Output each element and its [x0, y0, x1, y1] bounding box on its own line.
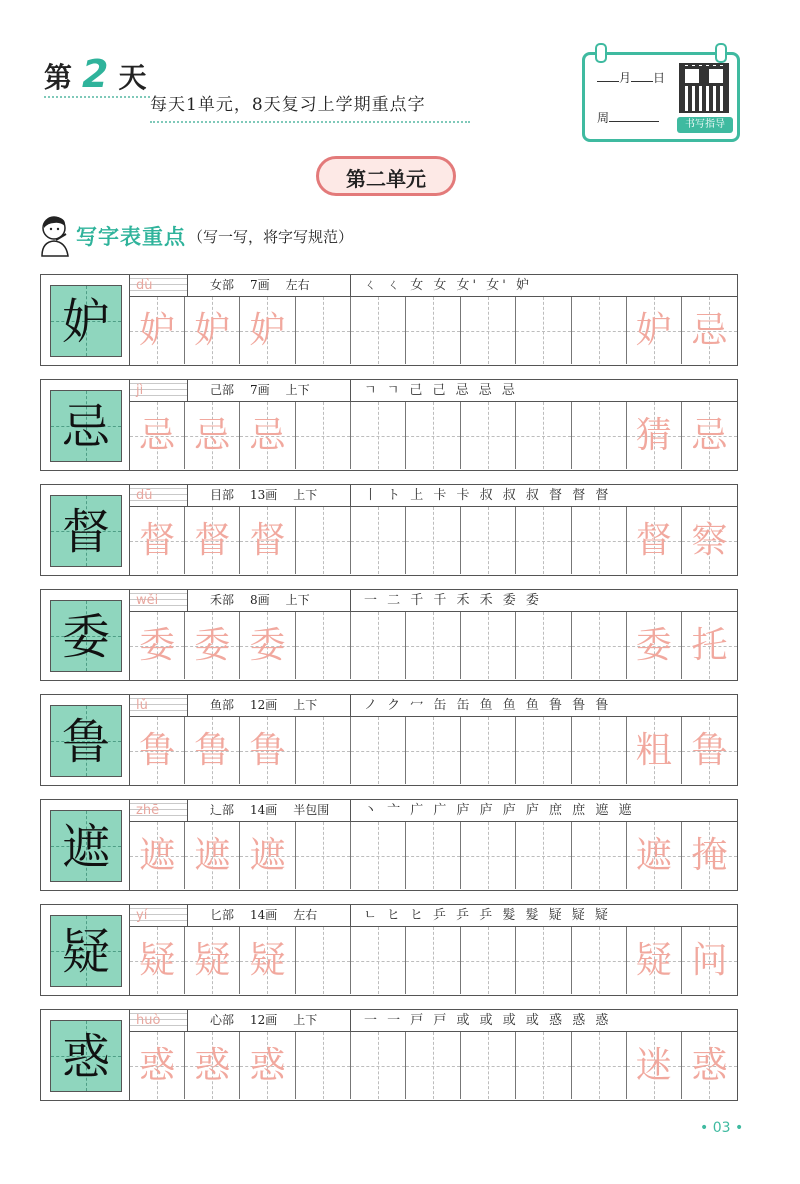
char-info [129, 590, 737, 612]
practice-cell[interactable] [627, 717, 682, 784]
model-char-box [50, 600, 122, 672]
radical: 目部 [210, 488, 235, 502]
trace-char: 鲁 [691, 730, 728, 771]
practice-cell[interactable] [240, 1032, 295, 1099]
practice-cell[interactable] [351, 717, 406, 784]
trace-char: 疑 [249, 940, 286, 981]
practice-cell[interactable] [682, 612, 737, 679]
trace-char: 惑 [249, 1045, 286, 1086]
practice-cell[interactable] [351, 297, 406, 364]
pinyin: dù [130, 275, 188, 296]
practice-cell[interactable] [406, 402, 461, 469]
page-number: • 03 • [700, 1120, 744, 1136]
character-row [40, 904, 738, 996]
radical: 心部 [210, 1013, 235, 1027]
character-row [40, 484, 738, 576]
practice-cell[interactable] [351, 822, 406, 889]
char-info [129, 485, 737, 507]
trace-char: 鲁 [139, 730, 176, 771]
practice-cell[interactable] [516, 612, 571, 679]
practice-cell[interactable] [682, 297, 737, 364]
trace-char: 督 [249, 520, 286, 561]
char-meta [210, 905, 333, 926]
divider [350, 905, 351, 926]
practice-cell[interactable] [572, 507, 627, 574]
structure: 上下 [293, 488, 318, 502]
practice-cell[interactable] [682, 402, 737, 469]
trace-char: 猜 [635, 415, 672, 456]
divider [350, 1010, 351, 1031]
stroke-order: ㄱ ㄱ 己 己 忌 忌 忌 [364, 383, 518, 398]
trace-char: 督 [635, 520, 672, 561]
divider [350, 800, 351, 821]
character-row [40, 274, 738, 366]
practice-cell[interactable] [130, 822, 185, 889]
char-info [129, 380, 737, 402]
practice-cell[interactable] [240, 927, 295, 994]
stroke-count: 12画 [250, 1013, 278, 1027]
trace-char: 迷 [635, 1045, 672, 1086]
stroke-order: 一 二 千 千 禾 禾 委 委 [364, 593, 542, 608]
stroke-order: ノ ク 冖 缶 缶 鱼 鱼 鱼 鲁 鲁 鲁 [364, 698, 612, 713]
practice-cell[interactable] [130, 297, 185, 364]
model-char: 鲁 [61, 714, 110, 770]
practice-cell[interactable] [296, 717, 351, 784]
day-word-left: 第 [44, 61, 73, 94]
practice-cell[interactable] [516, 1032, 571, 1099]
trace-char: 鲁 [194, 730, 231, 771]
char-info [129, 1010, 737, 1032]
model-char: 忌 [61, 399, 110, 455]
day-label: 日 [653, 71, 666, 85]
section-label: 写字表重点 [76, 225, 186, 249]
month-blank[interactable] [597, 81, 619, 82]
practice-cell[interactable] [461, 612, 516, 679]
stroke-order: 一 一 戸 戸 或 或 或 或 惑 惑 惑 [364, 1013, 612, 1028]
practice-cell[interactable] [516, 507, 571, 574]
practice-grid [129, 507, 737, 575]
pinyin: jì [130, 380, 188, 401]
character-row [40, 1009, 738, 1101]
practice-cell[interactable] [296, 822, 351, 889]
practice-cell[interactable] [406, 1032, 461, 1099]
practice-cell[interactable] [296, 402, 351, 469]
model-char: 督 [61, 504, 110, 560]
practice-cell[interactable] [516, 927, 571, 994]
stroke-order: ㄑ ㄑ 女 女 女' 女' 妒 [364, 278, 532, 293]
practice-cell[interactable] [682, 507, 737, 574]
char-meta [210, 695, 333, 716]
pinyin: dū [130, 485, 188, 506]
structure: 上下 [293, 698, 318, 712]
model-char: 妒 [61, 294, 110, 350]
week-label: 周 [597, 111, 610, 125]
stroke-count: 14画 [250, 803, 278, 817]
practice-cell[interactable] [130, 402, 185, 469]
model-char-box [50, 915, 122, 987]
model-char-box [50, 390, 122, 462]
practice-cell[interactable] [185, 822, 240, 889]
character-row [40, 694, 738, 786]
practice-cell[interactable] [185, 612, 240, 679]
practice-cell[interactable] [185, 297, 240, 364]
tagline: 每天1单元，8天复习上学期重点字 [150, 90, 470, 123]
practice-cell[interactable] [130, 612, 185, 679]
practice-cell[interactable] [351, 927, 406, 994]
stroke-count: 12画 [250, 698, 278, 712]
model-char: 遮 [61, 819, 110, 875]
practice-cell[interactable] [461, 507, 516, 574]
character-row [40, 799, 738, 891]
day-title [44, 52, 146, 96]
structure: 左右 [293, 908, 318, 922]
section-note: （写一写，将字写规范） [188, 227, 354, 246]
practice-cell[interactable] [516, 297, 571, 364]
pinyin: wěi [130, 590, 188, 611]
stroke-count: 7画 [250, 383, 270, 397]
pinyin: yí [130, 905, 188, 926]
char-meta [210, 485, 333, 506]
practice-cell[interactable] [461, 1032, 516, 1099]
radical: 鱼部 [210, 698, 235, 712]
practice-cell[interactable] [572, 822, 627, 889]
practice-cell[interactable] [351, 612, 406, 679]
practice-cell[interactable] [406, 507, 461, 574]
char-meta [210, 275, 326, 296]
practice-cell[interactable] [516, 402, 571, 469]
practice-cell[interactable] [240, 822, 295, 889]
day-underline [44, 96, 150, 98]
practice-cell[interactable] [240, 612, 295, 679]
date-month-day [597, 69, 665, 86]
radical: 匕部 [210, 908, 235, 922]
stroke-count: 14画 [250, 908, 278, 922]
day-number: 2 [82, 52, 109, 96]
stroke-count: 8画 [250, 593, 270, 607]
practice-cell[interactable] [627, 402, 682, 469]
practice-grid [129, 717, 737, 785]
trace-char: 疑 [194, 940, 231, 981]
practice-cell[interactable] [461, 822, 516, 889]
structure: 上下 [293, 1013, 318, 1027]
model-char-box [50, 1020, 122, 1092]
trace-char: 遮 [249, 835, 286, 876]
month-label: 月 [619, 71, 632, 85]
practice-cell[interactable] [130, 507, 185, 574]
practice-cell[interactable] [185, 402, 240, 469]
practice-cell[interactable] [627, 822, 682, 889]
trace-char: 妒 [194, 310, 231, 351]
divider [350, 380, 351, 401]
trace-char: 问 [691, 940, 728, 981]
ring-icon [595, 43, 607, 63]
practice-cell[interactable] [240, 402, 295, 469]
trace-char: 遮 [139, 835, 176, 876]
practice-cell[interactable] [240, 717, 295, 784]
practice-cell[interactable] [627, 612, 682, 679]
practice-cell[interactable] [461, 927, 516, 994]
practice-cell[interactable] [240, 507, 295, 574]
stroke-order: 丨 ト 上 卡 卡 叔 叔 叔 督 督 督 [364, 488, 612, 503]
trace-char: 察 [691, 520, 728, 561]
radical: 女部 [210, 278, 235, 292]
trace-char: 鲁 [249, 730, 286, 771]
structure: 左右 [285, 278, 310, 292]
trace-char: 惑 [139, 1045, 176, 1086]
trace-char: 疑 [139, 940, 176, 981]
practice-cell[interactable] [296, 1032, 351, 1099]
trace-char: 遮 [194, 835, 231, 876]
char-info [129, 800, 737, 822]
practice-cell[interactable] [296, 297, 351, 364]
section-header [36, 214, 353, 258]
qr-code-icon[interactable] [679, 63, 729, 113]
practice-cell[interactable] [627, 927, 682, 994]
trace-char: 忌 [139, 415, 176, 456]
practice-cell[interactable] [185, 927, 240, 994]
stroke-count: 13画 [250, 488, 278, 502]
practice-cell[interactable] [130, 717, 185, 784]
radical: 禾部 [210, 593, 235, 607]
practice-cell[interactable] [627, 1032, 682, 1099]
pinyin: lǔ [130, 695, 188, 716]
trace-char: 惑 [194, 1045, 231, 1086]
model-char-box [50, 495, 122, 567]
trace-char: 掩 [691, 835, 728, 876]
stroke-order: 丶 亠 广 广 庐 庐 庐 庐 庶 庶 遮 遮 [364, 803, 635, 818]
practice-cell[interactable] [682, 822, 737, 889]
char-info [129, 275, 737, 297]
practice-cell[interactable] [627, 507, 682, 574]
day-word-right: 天 [118, 61, 147, 94]
practice-grid [129, 822, 737, 890]
practice-cell[interactable] [351, 1032, 406, 1099]
stroke-count: 7画 [250, 278, 270, 292]
practice-cell[interactable] [516, 717, 571, 784]
practice-cell[interactable] [461, 402, 516, 469]
trace-char: 妒 [139, 310, 176, 351]
practice-cell[interactable] [572, 717, 627, 784]
boy-writing-icon [36, 214, 76, 258]
trace-char: 委 [249, 625, 286, 666]
divider [350, 590, 351, 611]
practice-cell[interactable] [185, 507, 240, 574]
unit-title: 第二单元 [316, 156, 456, 196]
practice-grid [129, 402, 737, 470]
model-char: 委 [61, 609, 110, 665]
practice-cell[interactable] [406, 717, 461, 784]
practice-grid [129, 612, 737, 680]
practice-cell[interactable] [351, 402, 406, 469]
trace-char: 忌 [691, 310, 728, 351]
practice-cell[interactable] [130, 927, 185, 994]
week-blank[interactable] [609, 121, 659, 122]
char-info [129, 695, 737, 717]
day-blank[interactable] [631, 81, 653, 82]
date-week [597, 109, 659, 126]
practice-cell[interactable] [296, 927, 351, 994]
practice-cell[interactable] [572, 1032, 627, 1099]
char-meta [210, 590, 326, 611]
trace-char: 委 [139, 625, 176, 666]
date-card [582, 52, 740, 142]
ring-icon [715, 43, 727, 63]
structure: 上下 [285, 383, 310, 397]
stroke-order: ㄴ ヒ ヒ 乒 乒 乒 髮 髮 疑 疑 疑 [364, 908, 611, 923]
trace-char: 督 [194, 520, 231, 561]
model-char-box [50, 705, 122, 777]
divider [350, 485, 351, 506]
practice-cell[interactable] [572, 927, 627, 994]
divider [350, 275, 351, 296]
practice-cell[interactable] [406, 927, 461, 994]
pinyin: huò [130, 1010, 188, 1031]
practice-cell[interactable] [461, 297, 516, 364]
practice-cell[interactable] [406, 612, 461, 679]
practice-cell[interactable] [130, 1032, 185, 1099]
practice-cell[interactable] [296, 612, 351, 679]
practice-grid [129, 297, 737, 365]
divider [350, 695, 351, 716]
character-row [40, 379, 738, 471]
practice-cell[interactable] [572, 402, 627, 469]
trace-char: 粗 [635, 730, 672, 771]
practice-cell[interactable] [406, 297, 461, 364]
char-meta [210, 380, 326, 401]
practice-cell[interactable] [516, 822, 571, 889]
practice-cell[interactable] [572, 612, 627, 679]
trace-char: 惑 [691, 1045, 728, 1086]
model-char-box [50, 285, 122, 357]
trace-char: 委 [194, 625, 231, 666]
model-char: 疑 [61, 924, 110, 980]
practice-cell[interactable] [627, 297, 682, 364]
practice-cell[interactable] [185, 1032, 240, 1099]
trace-char: 委 [635, 625, 672, 666]
char-info [129, 905, 737, 927]
practice-cell[interactable] [572, 297, 627, 364]
practice-cell[interactable] [682, 1032, 737, 1099]
structure: 上下 [285, 593, 310, 607]
practice-cell[interactable] [240, 297, 295, 364]
char-meta [210, 800, 345, 821]
trace-char: 忌 [249, 415, 286, 456]
practice-cell[interactable] [185, 717, 240, 784]
trace-char: 忌 [691, 415, 728, 456]
radical: 辶部 [210, 803, 235, 817]
qr-label: 书写指导 [677, 117, 733, 133]
pinyin: zhē [130, 800, 188, 821]
model-char-box [50, 810, 122, 882]
trace-char: 托 [691, 625, 728, 666]
practice-cell[interactable] [682, 927, 737, 994]
practice-cell[interactable] [682, 717, 737, 784]
trace-char: 疑 [635, 940, 672, 981]
trace-char: 妒 [635, 310, 672, 351]
character-row [40, 589, 738, 681]
trace-char: 遮 [635, 835, 672, 876]
structure: 半包围 [293, 803, 330, 817]
model-char: 惑 [61, 1029, 110, 1085]
practice-grid [129, 927, 737, 995]
practice-cell[interactable] [406, 822, 461, 889]
practice-cell[interactable] [461, 717, 516, 784]
trace-char: 妒 [249, 310, 286, 351]
trace-char: 忌 [194, 415, 231, 456]
practice-cell[interactable] [351, 507, 406, 574]
radical: 己部 [210, 383, 235, 397]
practice-grid [129, 1032, 737, 1100]
practice-cell[interactable] [296, 507, 351, 574]
trace-char: 督 [139, 520, 176, 561]
char-meta [210, 1010, 333, 1031]
